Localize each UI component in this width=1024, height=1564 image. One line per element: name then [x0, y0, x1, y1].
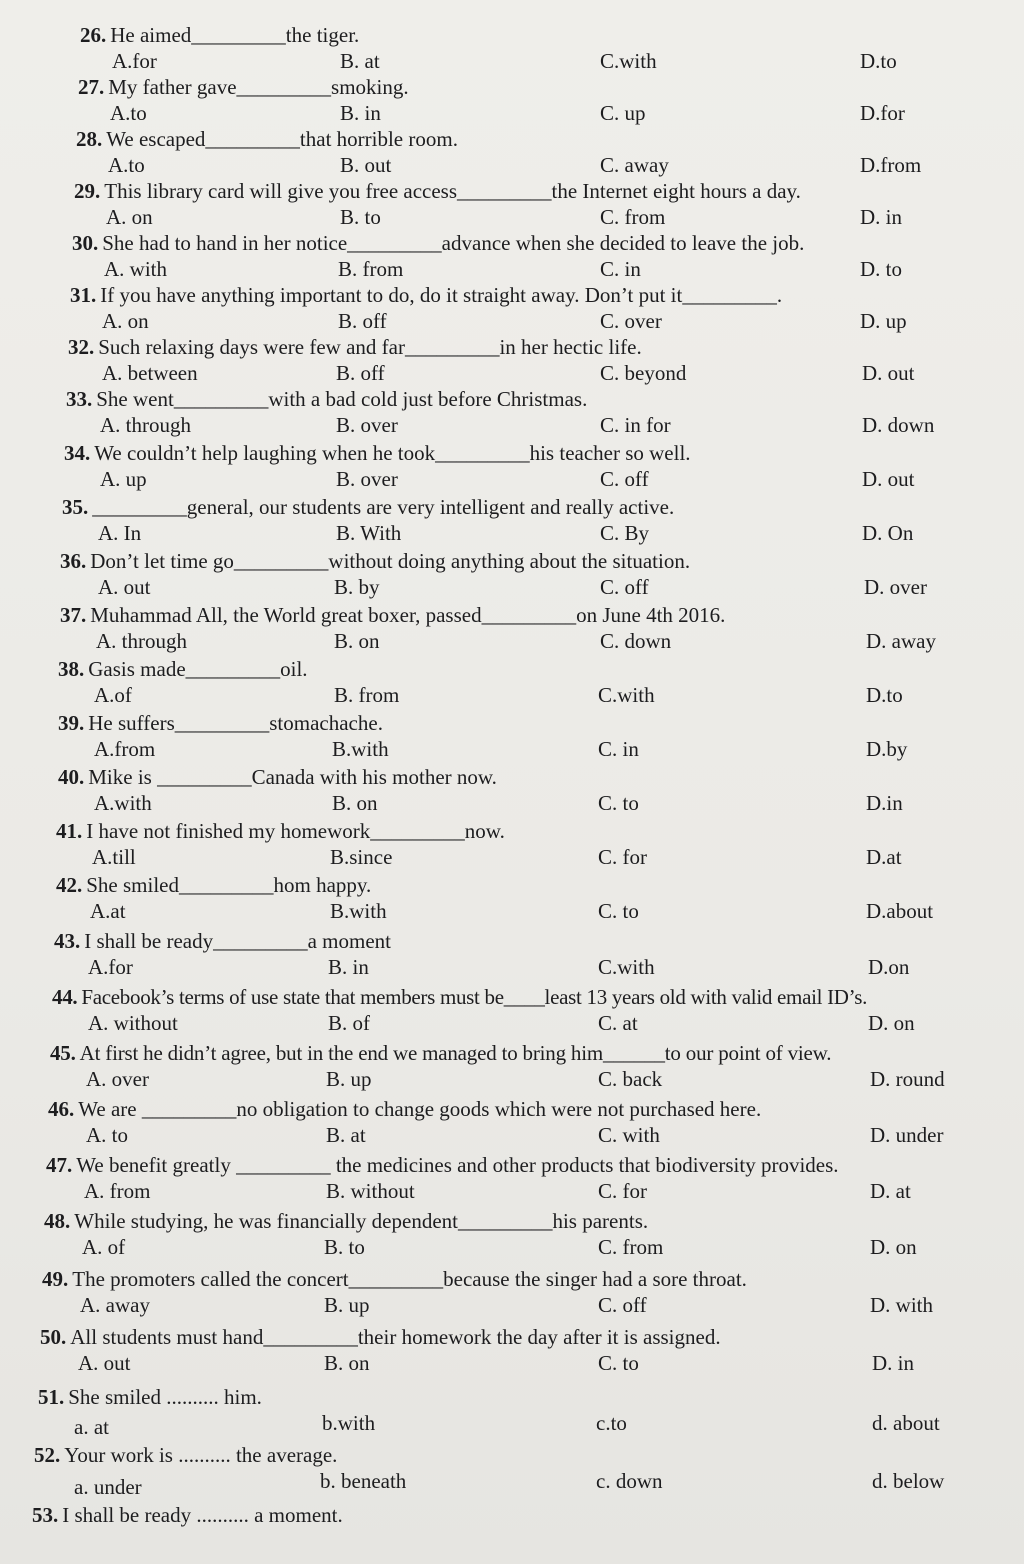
question-52: [0, 1442, 1024, 1499]
option-d: D. on: [868, 1011, 915, 1035]
option-d: D.in: [866, 791, 903, 815]
option-d: D.about: [866, 899, 934, 923]
question-text: She went_________with a bad cold just before Christmas.: [96, 387, 588, 411]
option-c: C. away: [600, 153, 669, 177]
question-number: 29.: [74, 179, 101, 203]
question-number: 28.: [76, 127, 103, 151]
question-number: 53.: [32, 1503, 59, 1527]
option-c: C. in for: [600, 413, 671, 437]
question-stem: [76, 126, 458, 152]
option-b: b. beneath: [320, 1469, 407, 1493]
option-c: c.to: [596, 1411, 627, 1435]
question-number: 31.: [70, 283, 97, 307]
question-text: We escaped_________that horrible room.: [106, 127, 458, 151]
question-39: [0, 710, 1024, 764]
option-b: B.with: [330, 899, 387, 923]
option-a: A. up: [100, 467, 147, 491]
option-d: D.to: [860, 49, 897, 73]
option-b: B. out: [340, 153, 392, 177]
option-c: C. for: [598, 1179, 647, 1203]
question-stem: [80, 22, 359, 48]
question-text: My father gave_________smoking.: [108, 75, 409, 99]
option-b: B. on: [334, 629, 380, 653]
option-b: B. without: [326, 1179, 415, 1203]
question-50: [0, 1324, 1024, 1378]
question-53: [0, 1502, 1024, 1556]
question-stem: [66, 386, 587, 412]
question-stem: [52, 984, 867, 1010]
question-stem: [60, 548, 690, 574]
question-30: [0, 230, 1024, 284]
question-text: I shall be ready_________a moment: [84, 929, 392, 953]
question-text: While studying, he was financially dependent_________his parents.: [74, 1209, 649, 1233]
option-b: b.with: [322, 1411, 376, 1435]
question-number: 44.: [52, 985, 78, 1009]
option-a: A. of: [82, 1235, 126, 1259]
question-stem: [40, 1324, 721, 1350]
option-d: D.from: [860, 153, 922, 177]
question-stem: [58, 656, 308, 682]
option-c: C. down: [600, 629, 672, 653]
option-c: C.with: [598, 955, 655, 979]
option-b: B. With: [336, 521, 402, 545]
question-text: Such relaxing days were few and far_________in her hectic life.: [98, 335, 642, 359]
option-a: A.from: [94, 737, 156, 761]
option-b: B. to: [324, 1235, 365, 1259]
question-text: She smiled_________hom happy.: [86, 873, 372, 897]
question-27: [0, 74, 1024, 128]
question-text: We are _________no obligation to change goods which were not purchased here.: [78, 1097, 762, 1121]
option-c: C. beyond: [600, 361, 687, 385]
question-text: I have not finished my homework_________now.: [86, 819, 505, 843]
question-stem: [56, 872, 371, 898]
question-28: [0, 126, 1024, 180]
question-48: [0, 1208, 1024, 1262]
question-stem: [64, 440, 691, 466]
question-26: [0, 22, 1024, 76]
option-d: D. in: [860, 205, 902, 229]
option-d: D. out: [862, 467, 915, 491]
option-d: D. On: [862, 521, 914, 545]
question-stem: [68, 334, 642, 360]
question-text: We couldn’t help laughing when he took_________his teacher so well.: [94, 441, 691, 465]
option-d: D. up: [860, 309, 907, 333]
question-number: 38.: [58, 657, 85, 681]
question-stem: [46, 1152, 839, 1178]
question-text: At first he didn’t agree, but in the end we managed to bring him______to our point of view.: [79, 1041, 832, 1065]
option-c: C. for: [598, 845, 647, 869]
question-number: 50.: [40, 1325, 67, 1349]
question-stem: [70, 282, 782, 308]
question-33: [0, 386, 1024, 440]
option-a: A. through: [100, 413, 191, 437]
option-d: D.to: [866, 683, 903, 707]
option-a: A.with: [94, 791, 152, 815]
option-a: A. away: [80, 1293, 150, 1317]
question-text: Don’t let time go_________without doing anything about the situation.: [90, 549, 691, 573]
option-b: B. up: [324, 1293, 370, 1317]
question-number: 42.: [56, 873, 83, 897]
question-text: Facebook’s terms of use state that members must be____least 13 years old with valid email ID’s.: [81, 985, 868, 1009]
question-number: 40.: [58, 765, 85, 789]
question-37: [0, 602, 1024, 656]
question-stem: [38, 1384, 262, 1410]
option-b: B. to: [340, 205, 381, 229]
question-number: 26.: [80, 23, 107, 47]
question-stem: [58, 710, 383, 736]
question-41: [0, 818, 1024, 872]
question-number: 46.: [48, 1097, 75, 1121]
option-c: C. in: [598, 737, 639, 761]
option-b: B. from: [338, 257, 404, 281]
option-b: B. up: [326, 1067, 372, 1091]
option-a: A. between: [102, 361, 198, 385]
question-36: [0, 548, 1024, 602]
question-text: Gasis made_________oil.: [88, 657, 308, 681]
question-42: [0, 872, 1024, 926]
question-text: This library card will give you free access_________the Internet eight hours a day.: [104, 179, 801, 203]
question-number: 52.: [34, 1443, 61, 1467]
option-c: C. from: [598, 1235, 664, 1259]
option-c: C.with: [598, 683, 655, 707]
question-stem: [34, 1442, 337, 1468]
option-c: C. By: [600, 521, 650, 545]
question-38: [0, 656, 1024, 710]
question-number: 33.: [66, 387, 93, 411]
option-a: A. to: [86, 1123, 128, 1147]
question-text: The promoters called the concert_________because the singer had a sore throat.: [72, 1267, 747, 1291]
option-a: a. at: [74, 1415, 109, 1439]
option-d: D.at: [866, 845, 902, 869]
option-b: B. in: [328, 955, 369, 979]
option-d: D. to: [860, 257, 902, 281]
question-47: [0, 1152, 1024, 1206]
option-d: D.by: [866, 737, 908, 761]
question-stem: [42, 1266, 747, 1292]
option-c: c. down: [596, 1469, 663, 1493]
question-45: [0, 1040, 1024, 1094]
question-40: [0, 764, 1024, 818]
option-a: A.for: [88, 955, 133, 979]
question-stem: [48, 1096, 761, 1122]
option-d: D. on: [870, 1235, 917, 1259]
option-c: C. to: [598, 1351, 639, 1375]
question-text: Muhammad All, the World great boxer, passed_________on June 4th 2016.: [90, 603, 726, 627]
question-number: 47.: [46, 1153, 73, 1177]
question-stem: [32, 1502, 343, 1528]
question-text: All students must hand_________their homework the day after it is assigned.: [70, 1325, 721, 1349]
question-43: [0, 928, 1024, 982]
option-d: D. over: [864, 575, 927, 599]
question-number: 35.: [62, 495, 89, 519]
option-c: C. from: [600, 205, 666, 229]
option-a: A.at: [90, 899, 126, 923]
option-b: B. over: [336, 467, 398, 491]
option-a: A.to: [110, 101, 147, 125]
question-stem: [56, 818, 505, 844]
question-46: [0, 1096, 1024, 1150]
option-b: B. on: [332, 791, 378, 815]
question-number: 45.: [50, 1041, 76, 1065]
option-a: a. under: [74, 1475, 142, 1499]
option-b: B. on: [324, 1351, 370, 1375]
question-number: 41.: [56, 819, 83, 843]
option-b: B. off: [338, 309, 387, 333]
question-number: 49.: [42, 1267, 69, 1291]
option-d: d. about: [872, 1411, 940, 1435]
question-number: 36.: [60, 549, 87, 573]
option-b: B. of: [328, 1011, 370, 1035]
question-stem: [54, 928, 391, 954]
option-a: A. on: [106, 205, 153, 229]
option-c: C. off: [600, 575, 649, 599]
option-c: C. in: [600, 257, 641, 281]
option-b: B.with: [332, 737, 389, 761]
question-number: 27.: [78, 75, 105, 99]
option-a: A. on: [102, 309, 149, 333]
option-a: A.till: [92, 845, 136, 869]
option-c: C. up: [600, 101, 646, 125]
option-a: A.to: [108, 153, 145, 177]
question-text: Mike is _________Canada with his mother now.: [88, 765, 497, 789]
question-stem: [78, 74, 409, 100]
question-text: He aimed_________the tiger.: [110, 23, 360, 47]
option-c: C. off: [598, 1293, 647, 1317]
option-a: A. from: [84, 1179, 151, 1203]
question-text: _________general, our students are very intelligent and really active.: [92, 495, 675, 519]
question-stem: [50, 1040, 831, 1066]
question-29: [0, 178, 1024, 232]
option-a: A. through: [96, 629, 187, 653]
question-31: [0, 282, 1024, 336]
option-d: D.on: [868, 955, 910, 979]
question-stem: [44, 1208, 648, 1234]
question-text: Your work is .......... the average.: [64, 1443, 338, 1467]
option-d: d. below: [872, 1469, 945, 1493]
question-number: 43.: [54, 929, 81, 953]
option-b: B. from: [334, 683, 400, 707]
option-b: B.since: [330, 845, 393, 869]
option-d: D. down: [862, 413, 935, 437]
question-32: [0, 334, 1024, 388]
option-d: D. out: [862, 361, 915, 385]
question-number: 51.: [38, 1385, 65, 1409]
option-c: C. to: [598, 791, 639, 815]
question-44: [0, 984, 1024, 1038]
option-c: C. to: [598, 899, 639, 923]
option-a: A.of: [94, 683, 132, 707]
option-d: D. in: [872, 1351, 914, 1375]
option-b: B. off: [336, 361, 385, 385]
option-d: D. round: [870, 1067, 945, 1091]
option-b: B. by: [334, 575, 380, 599]
question-number: 37.: [60, 603, 87, 627]
option-c: C. with: [598, 1123, 660, 1147]
question-49: [0, 1266, 1024, 1320]
question-stem: [72, 230, 804, 256]
question-text: He suffers_________stomachache.: [88, 711, 383, 735]
option-d: D. away: [866, 629, 936, 653]
option-b: B. at: [326, 1123, 366, 1147]
option-b: B. over: [336, 413, 398, 437]
option-a: A.for: [112, 49, 157, 73]
option-c: C. at: [598, 1011, 638, 1035]
question-text: I shall be ready .......... a moment.: [62, 1503, 343, 1527]
option-d: D. with: [870, 1293, 933, 1317]
question-35: [0, 494, 1024, 548]
option-c: C.with: [600, 49, 657, 73]
question-number: 30.: [72, 231, 99, 255]
option-c: C. over: [600, 309, 662, 333]
option-a: A. out: [98, 575, 151, 599]
question-34: [0, 440, 1024, 494]
question-text: She smiled .......... him.: [68, 1385, 262, 1409]
option-d: D.for: [860, 101, 905, 125]
question-text: We benefit greatly _________ the medicines and other products that biodiversity provides.: [76, 1153, 839, 1177]
option-d: D. under: [870, 1123, 944, 1147]
question-number: 39.: [58, 711, 85, 735]
option-c: C. back: [598, 1067, 663, 1091]
question-number: 48.: [44, 1209, 71, 1233]
question-stem: [58, 764, 497, 790]
question-stem: [74, 178, 801, 204]
option-a: A. over: [86, 1067, 149, 1091]
option-a: A. In: [98, 521, 142, 545]
question-text: If you have anything important to do, do it straight away. Don’t put it_________.: [100, 283, 783, 307]
question-number: 34.: [64, 441, 91, 465]
option-a: A. out: [78, 1351, 131, 1375]
option-a: A. without: [88, 1011, 178, 1035]
option-a: A. with: [104, 257, 167, 281]
option-b: B. at: [340, 49, 380, 73]
question-51: [0, 1384, 1024, 1438]
question-number: 32.: [68, 335, 95, 359]
question-stem: [60, 602, 725, 628]
option-c: C. off: [600, 467, 649, 491]
option-b: B. in: [340, 101, 381, 125]
question-text: She had to hand in her notice_________advance when she decided to leave the job.: [102, 231, 805, 255]
option-d: D. at: [870, 1179, 911, 1203]
question-stem: [62, 494, 674, 520]
